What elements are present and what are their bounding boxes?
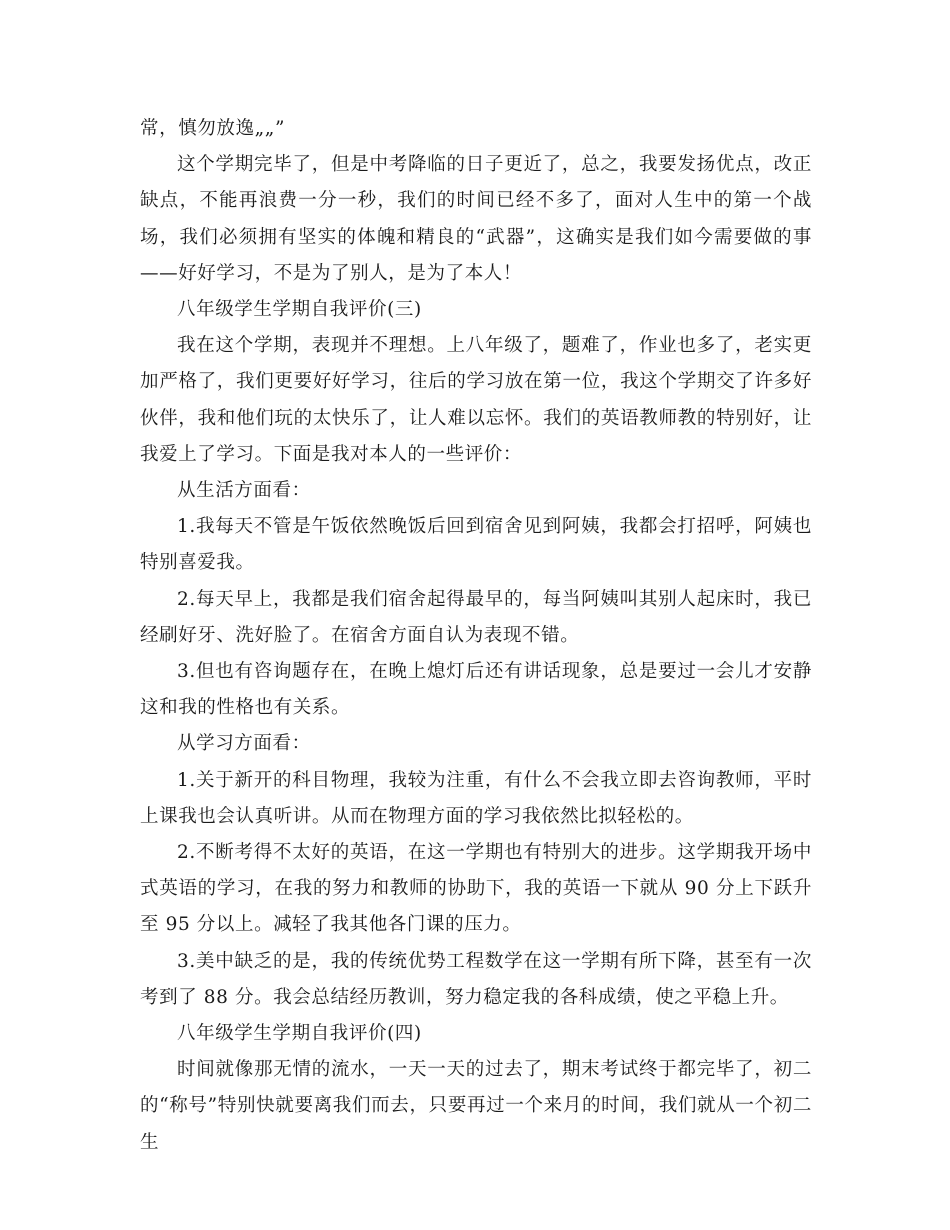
paragraph-time: 时间就像那无情的流水，一天一天的过去了，期末考试终于都完毕了，初二的“称号”特别快就要离我们而去，只要再过一个来月的时间，我们就从一个初二生: [140, 1059, 812, 1153]
list-item-life-1: 1.我每天不管是午饭依然晚饭后回到宿舍见到阿姨，我都会打招呼，阿姨也特别喜爱我。: [140, 516, 812, 574]
subheading-life: 从生活方面看：: [177, 480, 311, 502]
subheading-study: 从学习方面看：: [177, 733, 311, 755]
list-item-life-3: 3.但也有咨询题存在，在晚上熄灯后还有讲话现象，总是要过一会儿才安静这和我的性格也有关系。: [140, 661, 812, 719]
paragraph-intro: 我在这个学期，表现并不理想。上八年级了，题难了，作业也多了，老实更加严格了，我们更要好好学习，往后的学习放在第一位，我这个学期交了许多好伙伴，我和他们玩的太快乐了，让人难以忘怀。我们的英语教师教的特别好，让我爱上了学习。下面是我对本人的一些评价：: [140, 335, 812, 465]
list-item-life-2: 2.每天早上，我都是我们宿舍起得最早的，每当阿姨叫其别人起床时，我已经刷好牙、洗好脸了。在宿舍方面自认为表现不错。: [140, 588, 812, 646]
list-item-study-1: 1.关于新开的科目物理，我较为注重，有什么不会我立即去咨询教师，平时上课我也会认真听讲。从而在物理方面的学习我依然比拟轻松的。: [140, 769, 812, 827]
section-heading-three: 八年级学生学期自我评价(三): [177, 299, 422, 321]
paragraph-continuation: 常，慎勿放逸„„”: [140, 118, 286, 139]
list-item-study-3: 3.美中缺乏的是，我的传统优势工程数学在这一学期有所下降，甚至有一次考到了 88 分。我会总结经历教训，努力稳定我的各科成绩，使之平稳上升。: [140, 950, 812, 1008]
paragraph-semester-end: 这个学期完毕了，但是中考降临的日子更近了，总之，我要发扬优点，改正缺点，不能再浪费一分一秒，我们的时间已经不多了，面对人生中的第一个战场，我们必须拥有坚实的体魄和精良的“武器”，这确实是我们如今需要做的事——好好学习，不是为了别人，是为了本人！: [140, 154, 812, 284]
section-heading-four: 八年级学生学期自我评价(四): [177, 1023, 422, 1045]
document-body: [140, 111, 812, 1161]
list-item-study-2: 2.不断考得不太好的英语，在这一学期也有特别大的进步。这学期我开场中式英语的学习，在我的努力和教师的协助下，我的英语一下就从 90 分上下跃升至 95 分以上。减轻了我其他各门课的压力。: [140, 842, 812, 936]
